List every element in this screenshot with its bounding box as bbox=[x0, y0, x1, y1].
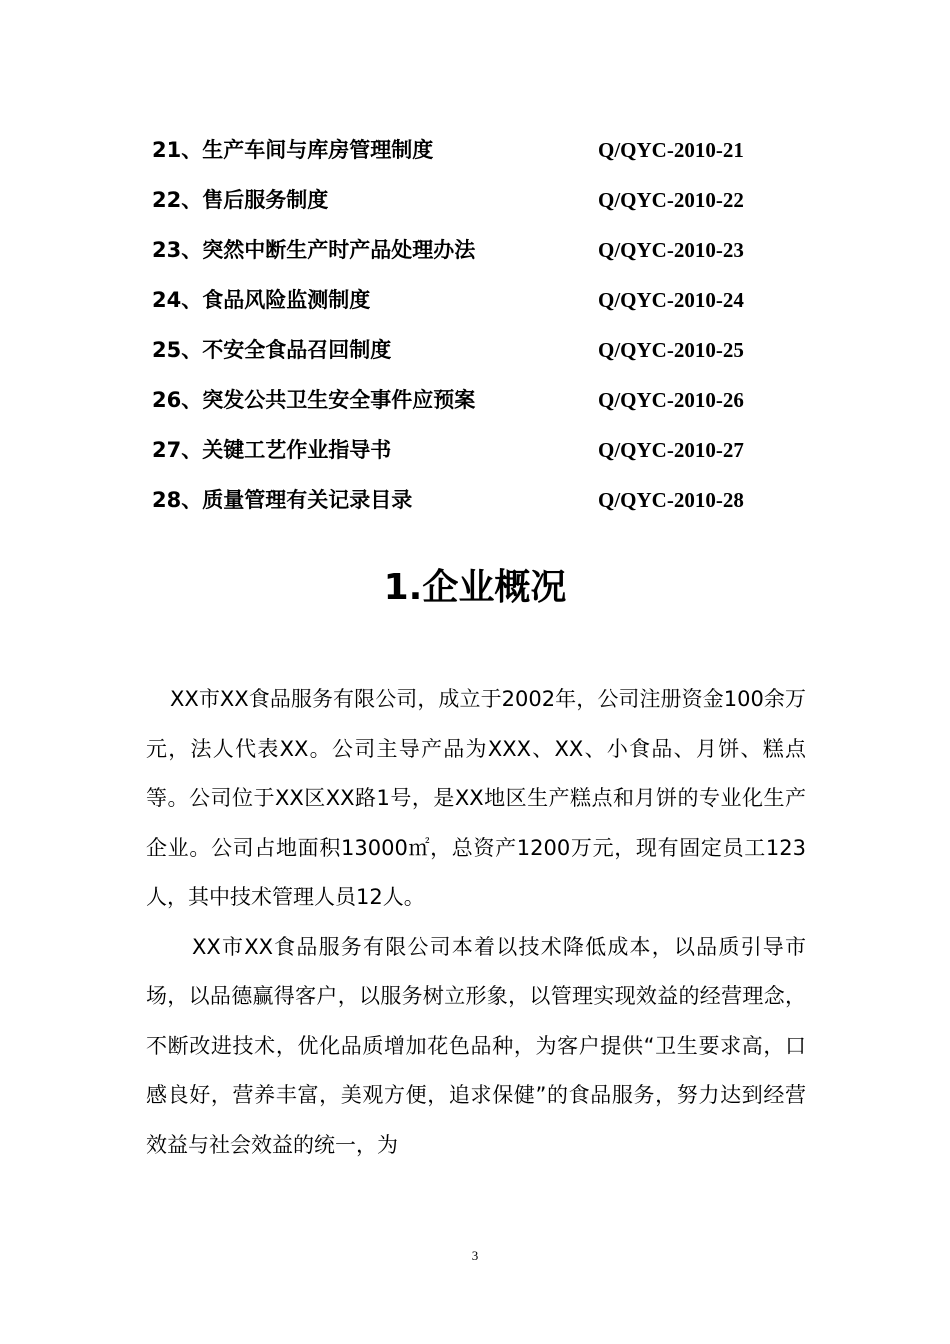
toc-row bbox=[152, 130, 792, 180]
toc-item-code: Q/QYC-2010-26 bbox=[598, 388, 744, 412]
toc-item-title: 21、生产车间与库房管理制度 bbox=[152, 138, 434, 162]
toc-item-code: Q/QYC-2010-24 bbox=[598, 288, 744, 312]
toc-item-code: Q/QYC-2010-25 bbox=[598, 338, 744, 362]
toc-item-title: 25、不安全食品召回制度 bbox=[152, 338, 392, 362]
toc-item-code: Q/QYC-2010-23 bbox=[598, 238, 744, 262]
toc-item-title: 28、质量管理有关记录目录 bbox=[152, 488, 413, 512]
toc-row bbox=[152, 230, 792, 280]
toc-item-title: 24、食品风险监测制度 bbox=[152, 288, 371, 312]
toc-row bbox=[152, 330, 792, 380]
table-of-contents bbox=[152, 130, 792, 530]
toc-row bbox=[152, 180, 792, 230]
toc-item-title: 23、突然中断生产时产品处理办法 bbox=[152, 238, 476, 262]
body-paragraph: XX市XX食品服务有限公司本着以技术降低成本，以品质引导市场，以品德赢得客户，以服务树立形象，以管理实现效益的经营理念，不断改进技术，优化品质增加花色品种，为客户提供“卫生要求高，口感良好，营养丰富，美观方便，追求保健”的食品服务，努力达到经营效益与社会效益的统一，为 bbox=[146, 934, 806, 1157]
toc-row bbox=[152, 480, 792, 530]
page-number: 3 bbox=[471, 1248, 479, 1263]
toc-item-title: 26、突发公共卫生安全事件应预案 bbox=[152, 388, 476, 412]
toc-item-title: 22、售后服务制度 bbox=[152, 188, 329, 212]
section-body bbox=[146, 675, 806, 1170]
toc-row bbox=[152, 430, 792, 480]
section-heading: 1.企业概况 bbox=[383, 567, 567, 608]
toc-row bbox=[152, 280, 792, 330]
toc-item-code: Q/QYC-2010-28 bbox=[598, 488, 744, 512]
toc-item-code: Q/QYC-2010-27 bbox=[598, 438, 744, 462]
toc-row bbox=[152, 380, 792, 430]
toc-item-title: 27、关键工艺作业指导书 bbox=[152, 438, 392, 462]
toc-item-code: Q/QYC-2010-21 bbox=[598, 138, 744, 162]
body-paragraph: XX市XX食品服务有限公司，成立于2002年，公司注册资金100余万元，法人代表XX。公司主导产品为XXX、XX、小食品、月饼、糕点等。公司位于XX区XX路1号，是XX地区生产糕点和月饼的专业化生产企业。公司占地面积13000㎡，总资产1200万元，现有固定员工123人，其中技术管理人员12人。 bbox=[146, 687, 806, 909]
toc-item-code: Q/QYC-2010-22 bbox=[598, 188, 744, 212]
